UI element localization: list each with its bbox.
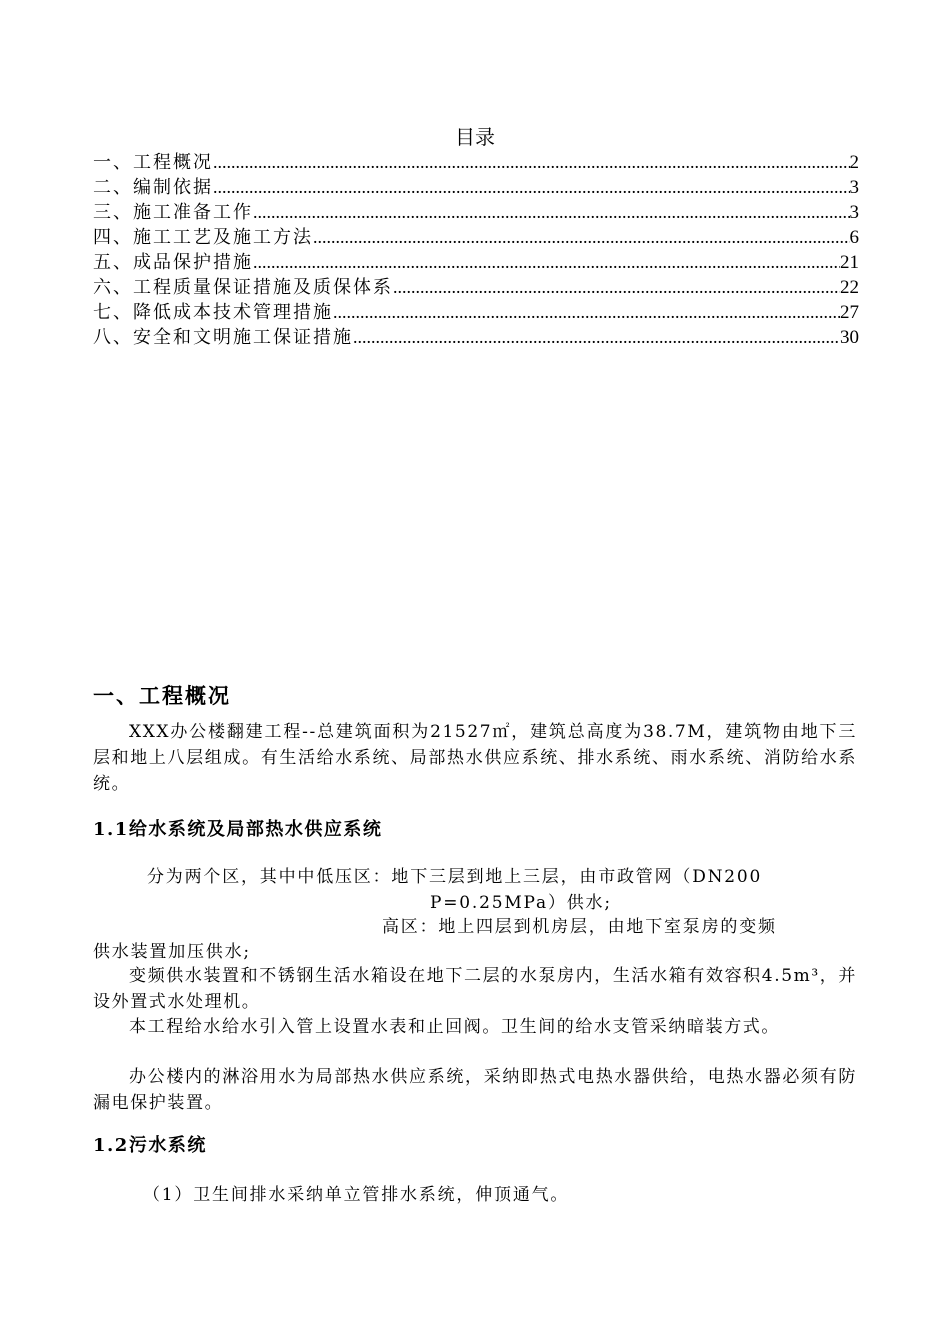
toc-entry-basis[interactable] — [93, 175, 859, 200]
toc-leader-dots — [353, 325, 840, 350]
toc-leader-dots — [393, 275, 840, 300]
toc-leader-dots — [333, 300, 840, 325]
toc-entry-page: 6 — [849, 227, 859, 248]
water-tank-paragraph: 变频供水装置和不锈钢生活水箱设在地下二层的水泵房内，生活水箱有效容积4.5m³，并设外置式水处理机。 — [93, 966, 857, 1012]
toc-entry-protection[interactable] — [93, 250, 859, 275]
zone-description-line: 供水装置加压供水; — [93, 942, 251, 962]
water-heater-paragraph: 办公楼内的淋浴用水为局部热水供应系统，采纳即热式电热水器供给，电热水器必须有防漏电保护装置。 — [93, 1067, 857, 1113]
zone-description-line: 高区：地上四层到机房层，由地下室泵房的变频 — [382, 917, 777, 937]
toc-entry-label: 一、工程概况 — [93, 152, 213, 173]
subsection-heading-sewage: 1.2污水系统 — [93, 1135, 207, 1156]
toc-entry-page: 30 — [840, 327, 859, 348]
toc-leader-dots — [313, 225, 850, 250]
toc-entry-label: 七、降低成本技术管理措施 — [93, 302, 333, 323]
toc-entry-safety[interactable] — [93, 325, 859, 350]
overview-intro-paragraph: XXX办公楼翻建工程--总建筑面积为21527㎡，建筑总高度为38.7M，建筑物由地下三层和地上八层组成。有生活给水系统、局部热水供应系统、排水系统、雨水系统、消防给水系统。 — [93, 722, 857, 794]
toc-entry-label: 二、编制依据 — [93, 177, 213, 198]
toc-entry-quality[interactable] — [93, 275, 859, 300]
toc-leader-dots — [253, 250, 840, 275]
toc-entry-label: 八、安全和文明施工保证措施 — [93, 327, 353, 348]
table-of-contents — [93, 150, 859, 350]
subsection-heading-water-supply: 1.1给水系统及局部热水供应系统 — [93, 819, 383, 840]
toc-leader-dots — [213, 150, 850, 175]
zone-description-line: 分为两个区，其中中低压区：地下三层到地上三层，由市政管网（DN200 — [147, 867, 763, 887]
sewage-item-1: （1）卫生间排水采纳单立管排水系统，伸顶通气。 — [143, 1185, 570, 1205]
toc-entry-page: 27 — [840, 302, 859, 323]
toc-entry-overview[interactable] — [93, 150, 859, 175]
section-heading-overview: 一、工程概况 — [93, 684, 231, 708]
toc-entry-label: 五、成品保护措施 — [93, 252, 253, 273]
toc-entry-label: 六、工程质量保证措施及质保体系 — [93, 277, 393, 298]
toc-title: 目录 — [455, 125, 495, 149]
zone-description-line: P=0.25MPa）供水; — [430, 893, 612, 913]
toc-leader-dots — [213, 175, 850, 200]
toc-entry-methods[interactable] — [93, 225, 859, 250]
toc-entry-label: 三、施工准备工作 — [93, 202, 253, 223]
toc-entry-page: 3 — [849, 202, 859, 223]
toc-entry-page: 21 — [840, 252, 859, 273]
toc-entry-preparation[interactable] — [93, 200, 859, 225]
toc-entry-label: 四、施工工艺及施工方法 — [93, 227, 313, 248]
toc-entry-page: 22 — [840, 277, 859, 298]
toc-entry-page: 3 — [849, 177, 859, 198]
toc-entry-cost[interactable] — [93, 300, 859, 325]
water-meter-paragraph: 本工程给水给水引入管上设置水表和止回阀。卫生间的给水支管采纳暗装方式。 — [129, 1017, 780, 1037]
toc-leader-dots — [253, 200, 850, 225]
toc-entry-page: 2 — [849, 152, 859, 173]
